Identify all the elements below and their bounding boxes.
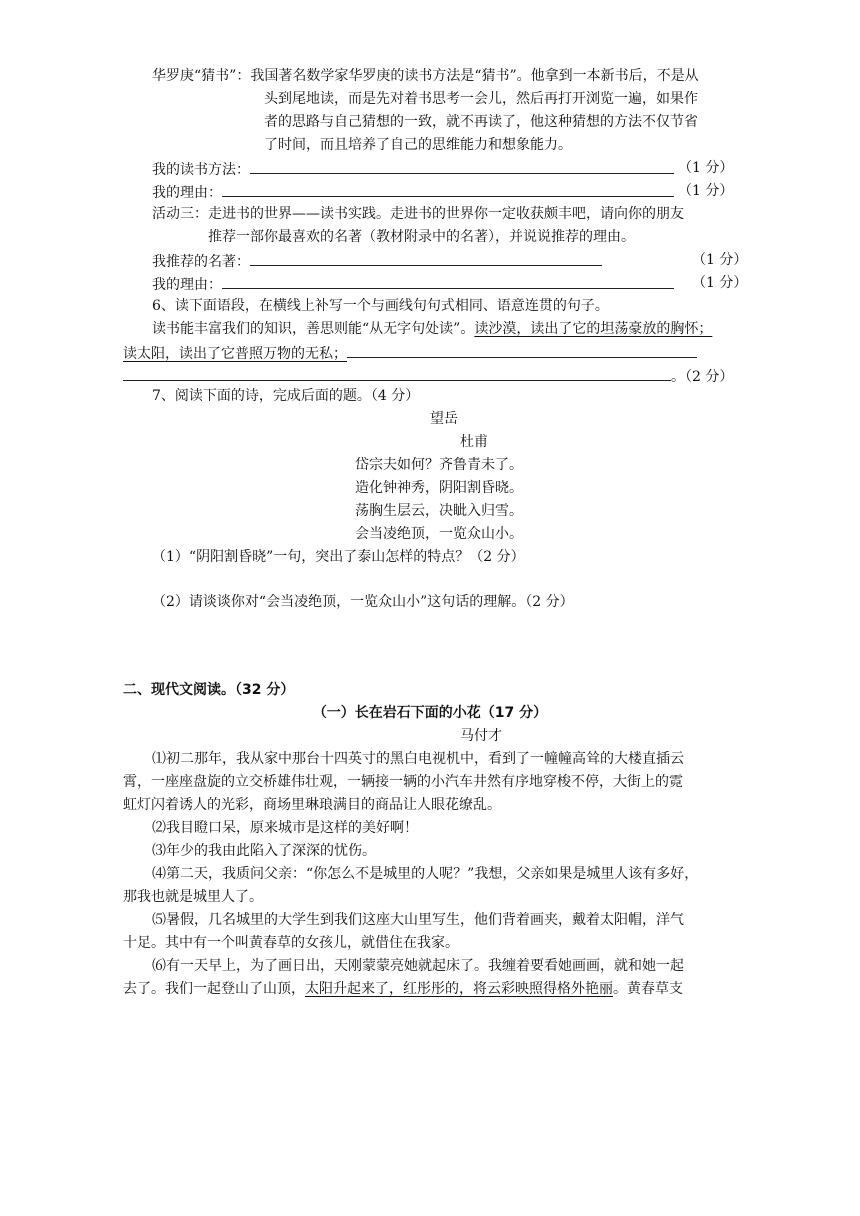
recommend-reason-answer-blank[interactable]	[222, 273, 674, 289]
question-6-answer-blank-2[interactable]	[123, 365, 671, 381]
recommended-book-label: 我推荐的名著：	[152, 254, 250, 270]
question-6-passage-line-2	[123, 342, 697, 364]
paragraph-4-line-1: ⑷第二天，我质问父亲：“你怎么不是城里的人呢？”我想，父亲如果是城里人该有多好，	[152, 866, 699, 882]
poem-line-2: 造化钟神秀，阴阳割昏晓。	[355, 480, 523, 496]
hua-luogeng-line-1: 华罗庚“猜书”：我国著名数学家华罗庚的读书方法是“猜书”。他拿到一本新书后，不是从	[152, 68, 699, 84]
question-6-passage-text: 读书能丰富我们的知识，善思则能“从无字句处读”。	[152, 321, 475, 337]
question-7-sub-1: （1）“阴阳割昏晓”一句，突出了泰山怎样的特点？（2 分）	[152, 549, 525, 565]
reading-method-score: （1 分）	[678, 160, 734, 176]
question-6-underlined-sentence-1: 读沙漠，读出了它的坦荡豪放的胸怀；	[474, 321, 713, 337]
reading-reason-score: （1 分）	[678, 183, 734, 199]
article-title: （一）长在岩石下面的小花（17 分）	[312, 705, 548, 721]
reading-method-answer-blank[interactable]	[250, 158, 674, 174]
activity-three-line-1: 活动三：走进书的世界——读书实践。走进书的世界你一定收获颇丰吧，请向你的朋友	[152, 206, 684, 222]
hua-luogeng-line-3: 者的思路与自己猜想的一致，就不再读了，他这种猜想的方法不仅节省	[264, 114, 698, 130]
question-6-answer-line-2	[123, 365, 733, 387]
recommended-book-row	[152, 250, 602, 272]
section-2-heading: 二、现代文阅读。（32 分）	[123, 682, 295, 698]
activity-three-line-2: 推荐一部你最喜欢的名著（教材附录中的名著），并说说推荐的理由。	[208, 229, 635, 245]
reading-reason-label: 我的理由：	[152, 185, 222, 201]
paragraph-6-text: 去了。我们一起登山了山顶，	[123, 981, 305, 997]
hua-luogeng-line-4: 了时间，而且培养了自己的思维能力和想象能力。	[264, 137, 572, 153]
paragraph-6-line-2	[123, 979, 683, 1001]
poem-author: 杜甫	[460, 434, 488, 450]
recommended-book-answer-blank[interactable]	[250, 250, 602, 266]
question-6-underlined-sentence-2: 读太阳，读出了它普照万物的无私；	[123, 346, 347, 362]
recommend-reason-label: 我的理由：	[152, 277, 222, 293]
question-6-passage-line-1	[152, 319, 712, 341]
paragraph-1-line-1: ⑴初二那年，我从家中那台十四英寸的黑白电视机中，看到了一幢幢高耸的大楼直插云	[152, 751, 684, 767]
paragraph-4-line-2: 那我也就是城里人了。	[123, 889, 263, 905]
poem-line-1: 岱宗夫如何？齐鲁青未了。	[355, 457, 523, 473]
question-7-sub-2: （2）请谈谈你对“会当凌绝顶，一览众山小”这句话的理解。（2 分）	[152, 594, 574, 610]
poem-line-3: 荡胸生层云，决眦入归雪。	[355, 503, 523, 519]
question-6-answer-blank-1[interactable]	[347, 342, 697, 358]
paragraph-1-line-2: 霄，一座座盘旋的立交桥雄伟壮观，一辆接一辆的小汽车井然有序地穿梭不停，大街上的霓	[123, 774, 683, 790]
hua-luogeng-line-2: 头到尾地读，而是先对着书思考一会儿，然后再打开浏览一遍，如果作	[264, 91, 698, 107]
paragraph-2: ⑵我目瞪口呆，原来城市是这样的美好啊！	[152, 820, 418, 836]
reading-reason-row	[152, 181, 674, 203]
paragraph-5-line-1: ⑸暑假，几名城里的大学生到我们这座大山里写生，他们背着画夹，戴着太阳帽，洋气	[152, 912, 684, 928]
question-7-title: 7、阅读下面的诗，完成后面的题。（4 分）	[152, 388, 420, 404]
recommended-book-score: （1 分）	[692, 252, 748, 268]
reading-reason-answer-blank[interactable]	[222, 181, 674, 197]
reading-method-row	[152, 158, 674, 180]
paragraph-6-underlined-sentence: 太阳升起来了，红彤彤的，将云彩映照得格外艳丽	[305, 981, 613, 997]
article-author: 马付才	[460, 728, 502, 744]
paragraph-3: ⑶年少的我由此陷入了深深的忧伤。	[152, 843, 376, 859]
question-6-title: 6、读下面语段，在横线上补写一个与画线句句式相同、语意连贯的句子。	[152, 298, 609, 314]
reading-method-label: 我的读书方法：	[152, 162, 250, 178]
poem-line-4: 会当凌绝顶，一览众山小。	[355, 526, 523, 542]
paragraph-1-line-3: 虹灯闪着诱人的光彩，商场里琳琅满目的商品让人眼花缭乱。	[123, 797, 501, 813]
question-6-score: 。（2 分）	[671, 369, 734, 385]
paragraph-6-line-1: ⑹有一天早上，为了画日出，天刚蒙蒙亮她就起床了。我缠着要看她画画，就和她一起	[152, 958, 684, 974]
recommend-reason-score: （1 分）	[692, 275, 748, 291]
poem-title: 望岳	[430, 411, 458, 427]
paragraph-6-text-end: 。黄春草支	[613, 981, 683, 997]
recommend-reason-row	[152, 273, 674, 295]
paragraph-5-line-2: 十足。其中有一个叫黄春草的女孩儿，就借住在我家。	[123, 935, 459, 951]
